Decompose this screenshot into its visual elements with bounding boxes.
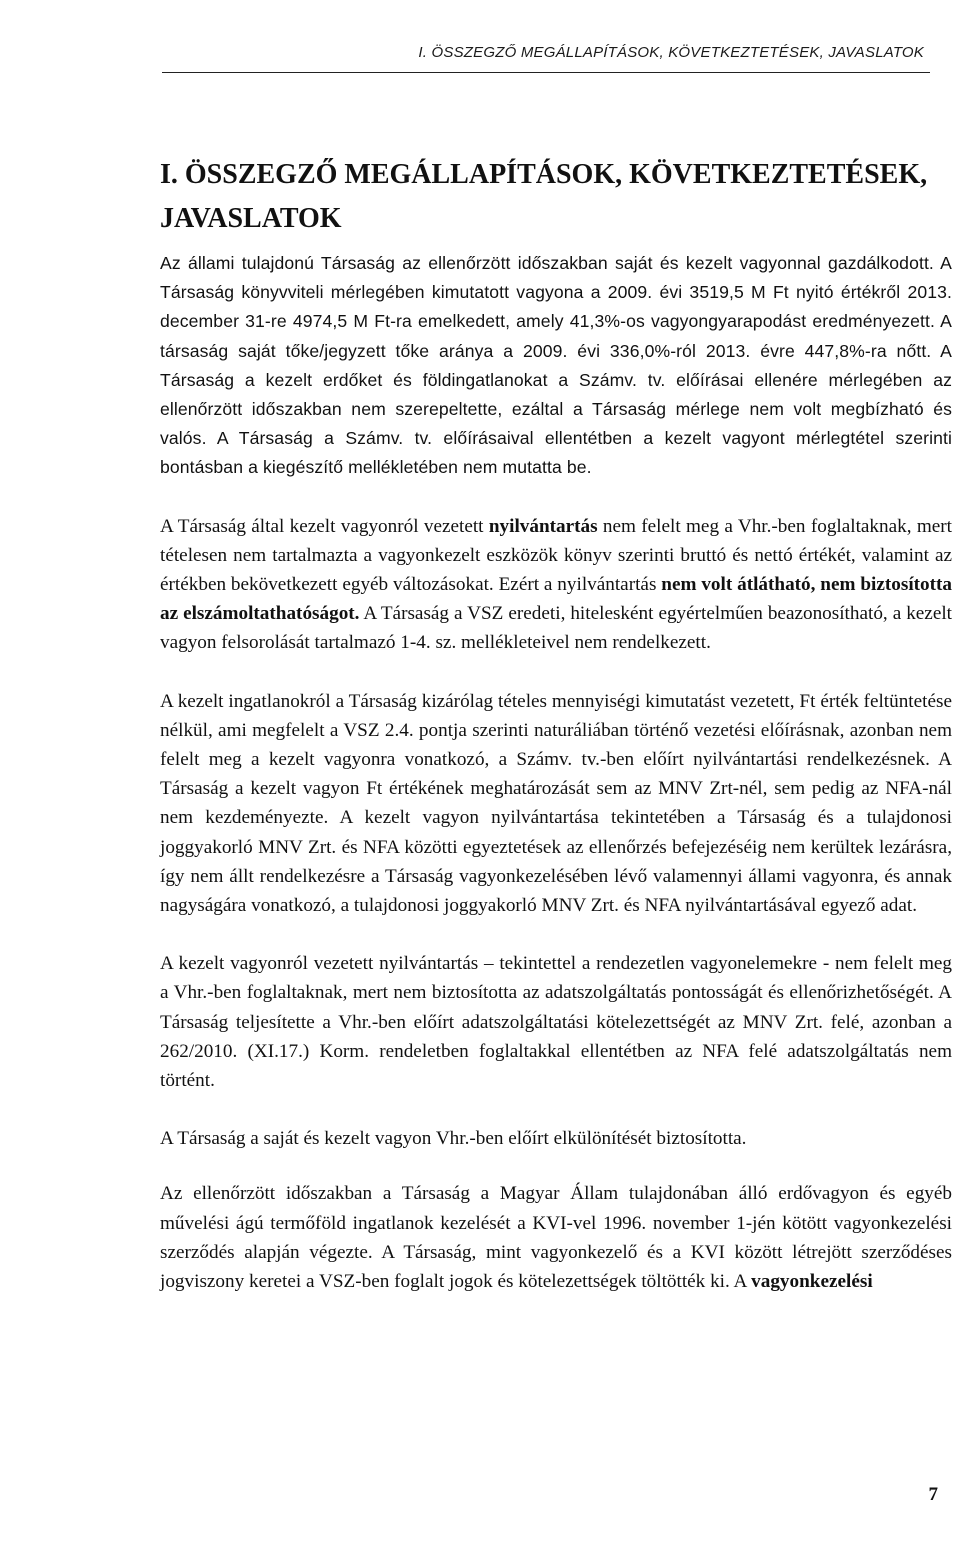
chapter-title-line-1: I. ÖSSZEGZŐ MEGÁLLAPÍTÁSOK, KÖVETKEZTETÉSEK, bbox=[160, 159, 928, 190]
paragraph-2-part-a: A Társaság által kezelt vagyonról vezetett bbox=[160, 515, 489, 537]
paragraph-6 bbox=[160, 1179, 952, 1296]
paragraph-2-part-e: A Társaság a VSZ eredeti, hitelesként egyértelműen beazonosítható, a kezelt vagyon felsorolását tartalmazó 1-4. sz. mellékleteivel nem rendelkezett. bbox=[160, 603, 953, 654]
paragraph-3: A kezelt ingatlanokról a Társaság kizárólag tételes mennyiségi kimutatást vezetett, Ft érték feltüntetése nélkül, ami megfelelt a VSZ 2.4. pontja szerinti naturáliában történő vezetési előírásnak, azonban nem felelt meg a kezelt vagyonra vonatkozó, a Számv. tv.-ben előírt nyilvántartási rendelkezésnek. A Társaság a kezelt vagyon Ft értékének meghatározását sem az MNV Zrt-nél, sem pedig az NFA-nál nem kezdeményezte. A kezelt vagyon nyilvántartása tekintetében a Társaság és a tulajdonosi joggyakorló MNV Zrt. és NFA közötti egyeztetések az ellenőrzés befejezéséig nem kerültek lezárásra, így nem állt rendelkezésre a Társaság vagyonkezelésében lévő valamennyi állami vagyonra, és annak nagyságára vonatkozó, a tulajdonosi joggyakorló MNV Zrt. és NFA nyilvántartásával egyező adat. bbox=[160, 690, 952, 917]
paragraph-2-part-c: nem felelt meg a Vhr.-ben foglaltaknak, mert tételesen nem tartalmazta a vagyonkezelt eszközök könyv szerinti bruttó és nettó értékét, valamint az értékben bekövetkezett egyéb változásokat. Ezért a nyilvántartás bbox=[160, 515, 953, 596]
paragraph-2-bold-2: nem volt átlátható, nem biztosította az elszámoltathatóságot. bbox=[160, 574, 953, 625]
paragraph-5: A Társaság a saját és kezelt vagyon Vhr.-ben előírt elkülönítését biztosította. bbox=[160, 1128, 747, 1150]
paragraph-4: A kezelt vagyonról vezetett nyilvántartás – tekintettel a rendezetlen vagyonelemekre - nem felelt meg a Vhr.-ben foglaltaknak, mert nem biztosította az adatszolgáltatás pontosságát és ellenőrizhetőségét. A Társaság teljesítette a Vhr.-ben előírt adatszolgáltatási kötelezettségét az MNV Zrt. felé, azonban a 262/2010. (XI.17.) Korm. rendeletben foglaltakkal ellentétben az NFA felé adatszolgáltatás nem történt. bbox=[160, 953, 952, 1092]
chapter-title bbox=[160, 153, 950, 241]
header-rule bbox=[162, 72, 930, 73]
paragraph-1: Az állami tulajdonú Társaság az ellenőrzött időszakban saját és kezelt vagyonnal gazdálkodott. A Társaság könyvviteli mérlegében kimutatott vagyona a 2009. évi 3519,5 M Ft nyitó értékről 2013. december 31-re 4974,5 M Ft-ra emelkedett, amely 41,3%-os vagyongyarapodást eredményezett. A társaság saját tőke/jegyzett tőke aránya a 2009. évi 336,0%-ról 2013. évre 447,8%-ra nőtt. A Társaság a kezelt erdőket és földingatlanokat a Számv. tv. előírásai ellenére mérlegében az ellenőrzött időszakban nem szerepeltette, ezáltal a Társaság mérlege nem volt megbízható és valós. A Társaság a Számv. tv. előírásaival ellentétben a kezelt vagyont mérlegtétel szerinti bontásban a kiegészítő mellékletében nem mutatta be. bbox=[160, 253, 952, 478]
paragraph-2-bold-1: nyilvántartás bbox=[488, 515, 598, 537]
running-header: I. ÖSSZEGZŐ MEGÁLLAPÍTÁSOK, KÖVETKEZTETÉSEK, JAVASLATOK bbox=[418, 44, 924, 61]
chapter-title-line-2: JAVASLATOK bbox=[160, 203, 342, 234]
paragraph-2 bbox=[160, 512, 952, 658]
body-text bbox=[160, 249, 952, 1325]
paragraph-6-bold: vagyonkezelési bbox=[751, 1271, 873, 1293]
page-number: 7 bbox=[928, 1484, 938, 1505]
paragraph-6-part-a: Az ellenőrzött időszakban a Társaság a Magyar Állam tulajdonában álló erdővagyon és egyéb művelési ágú termőföld ingatlanok kezelését a KVI-vel 1996. november 1-jén kötött vagyonkezelési szerződés alapján végezte. A Társaság, mint vagyonkezelő és a KVI között létrejött szerződéses jogviszony keretei a VSZ-ben foglalt jogok és kötelezettségek töltötték ki. A bbox=[160, 1183, 952, 1293]
